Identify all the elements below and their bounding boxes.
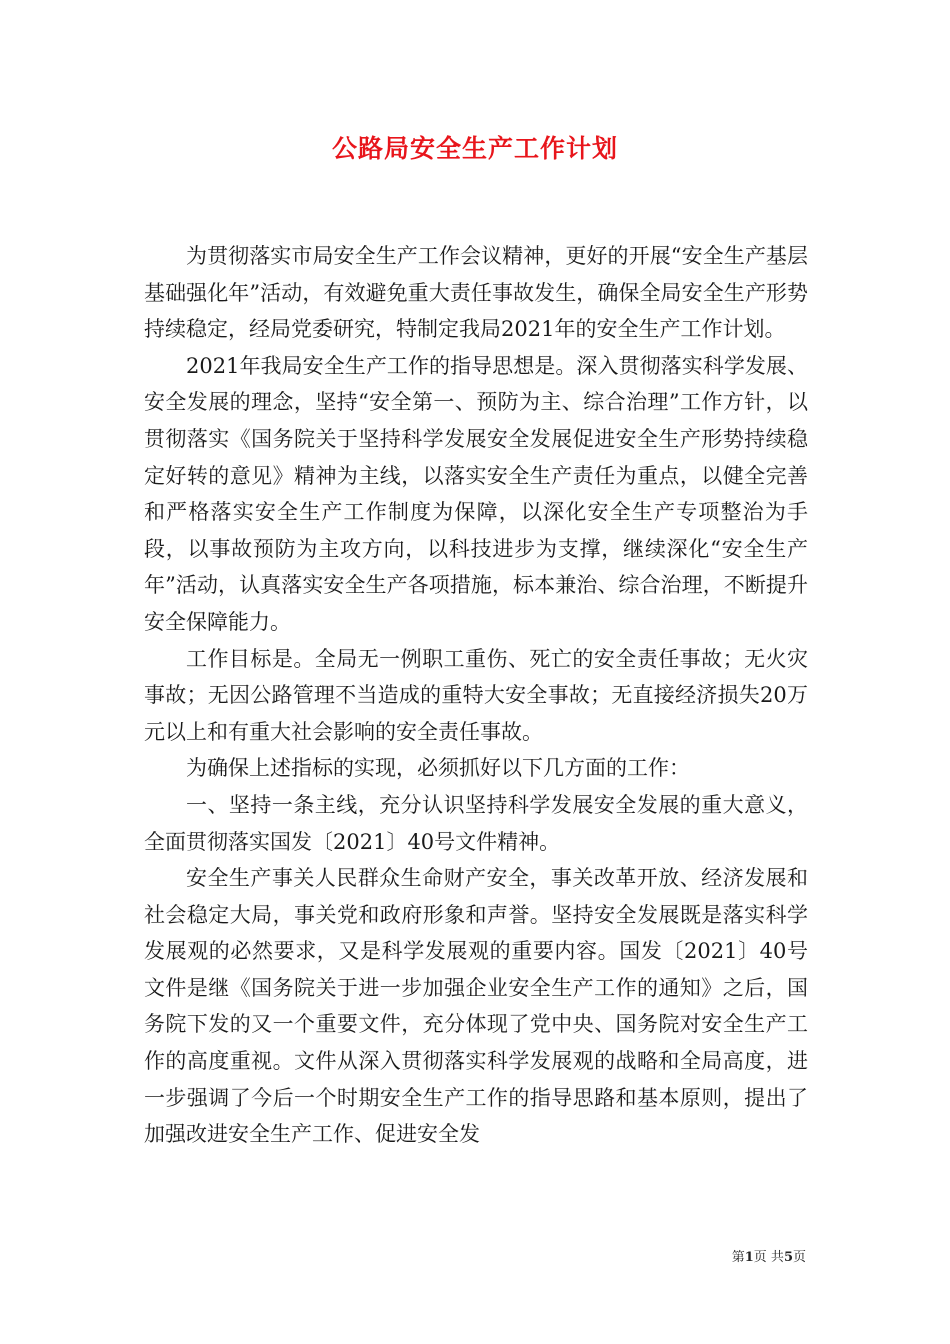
document-body <box>144 238 808 1153</box>
footer-suffix: 页 <box>792 1250 806 1265</box>
paragraph-section-one-heading: 一、坚持一条主线，充分认识坚持科学发展安全发展的重大意义，全面贯彻落实国发〔2021〕40号文件精神。 <box>144 792 808 854</box>
footer-total-pages: 5 <box>783 1250 793 1265</box>
paragraph-section-one-body: 安全生产事关人民群众生命财产安全，事关改革开放、经济发展和社会稳定大局，事关党和政府形象和声誉。坚持安全发展既是落实科学发展观的必然要求，又是科学发展观的重要内容。国发〔2021〕40号文件是继《国务院关于进一步加强企业安全生产工作的通知》之后，国务院下发的又一个重要文件，充分体现了党中央、国务院对安全生产工作的高度重视。文件从深入贯彻落实科学发展观的战略和全局高度，进一步强调了今后一个时期安全生产工作的指导思路和基本原则，提出了加强改进安全生产工作、促进安全发 <box>144 866 808 1147</box>
page-number-footer <box>0 1246 806 1265</box>
paragraph-work-goals: 工作目标是。全局无一例职工重伤、死亡的安全责任事故；无火灾事故；无因公路管理不当造成的重特大安全事故；无直接经济损失20万元以上和有重大社会影响的安全责任事故。 <box>144 646 808 744</box>
document-title: 公路局安全生产工作计划 <box>331 134 618 163</box>
paragraph-ensure-targets: 为确保上述指标的实现，必须抓好以下几方面的工作： <box>186 756 690 781</box>
footer-prefix: 第 <box>731 1250 745 1265</box>
footer-middle: 页 共 <box>753 1250 784 1265</box>
paragraph-intro: 为贯彻落实市局安全生产工作会议精神，更好的开展“安全生产基层基础强化年”活动，有效避免重大责任事故发生，确保全局安全生产形势持续稳定，经局党委研究，特制定我局2021年的安全生产工作计划。 <box>144 244 808 342</box>
paragraph-guiding-thought: 2021年我局安全生产工作的指导思想是。深入贯彻落实科学发展、安全发展的理念，坚持“安全第一、预防为主、综合治理”工作方针，以贯彻落实《国务院关于坚持科学发展安全发展促进安全生产形势持续稳定好转的意见》精神为主线，以落实安全生产责任为重点，以健全完善和严格落实安全生产工作制度为保障，以深化安全生产专项整治为手段，以事故预防为主攻方向，以科技进步为支撑，继续深化“安全生产年”活动，认真落实安全生产各项措施，标本兼治、综合治理，不断提升安全保障能力。 <box>144 353 808 634</box>
footer-current-page: 1 <box>744 1250 754 1265</box>
